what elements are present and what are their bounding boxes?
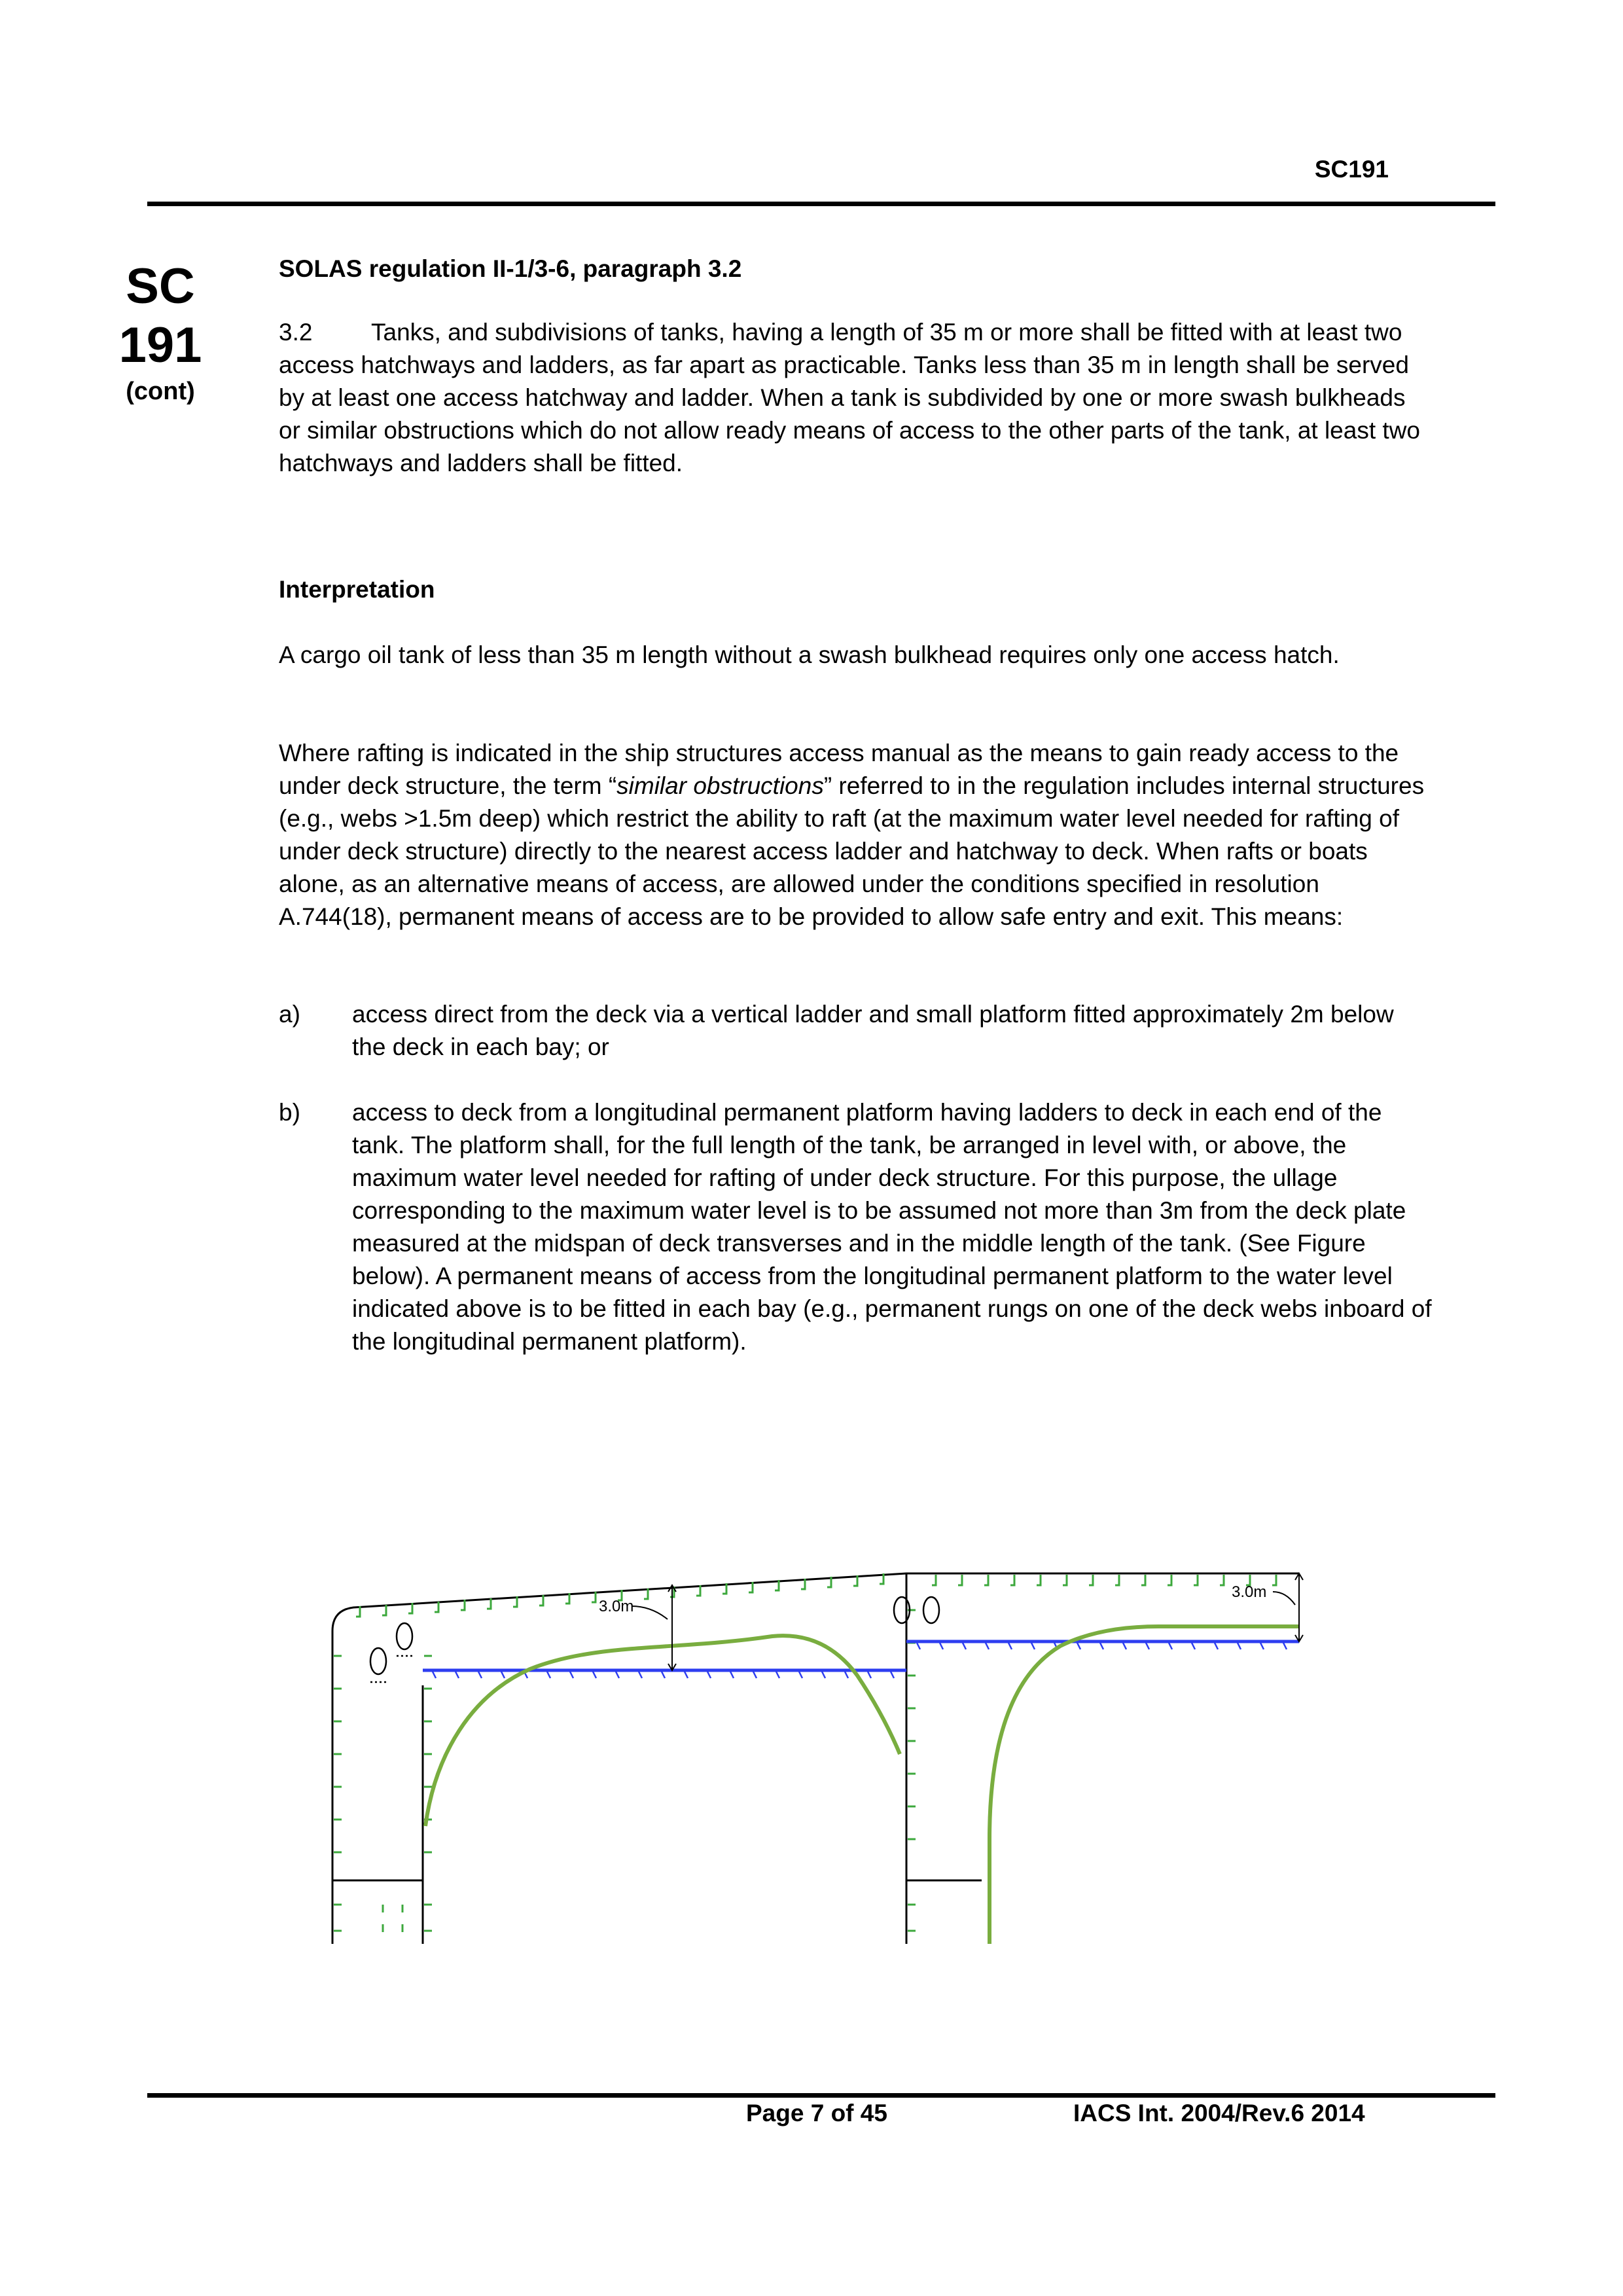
interpretation-paragraph-2 <box>279 737 1431 933</box>
raft-path-left-bay <box>425 1636 900 1826</box>
list-label: b) <box>279 1099 300 1126</box>
side-margin-label <box>98 257 223 408</box>
rafting-figure <box>314 1558 1335 1967</box>
interpretation-paragraph-1: A cargo oil tank of less than 35 m length without a swash bulkhead requires only one access hatch. <box>279 641 1340 668</box>
dimension-markers <box>632 1573 1303 1670</box>
p2-italic: similar obstructions <box>616 772 824 799</box>
p2-before: Where rafting is indicated in the ship structures access manual as the means to gain ready access to the under deck structure, the term “ <box>279 740 1399 799</box>
side-sc: SC <box>126 259 195 314</box>
dimension-label-right: 3.0m <box>1232 1583 1267 1601</box>
dimension-label-left: 3.0m <box>599 1598 634 1615</box>
side-cont: (cont) <box>126 378 195 405</box>
hull-structure <box>332 1573 1299 1944</box>
interpretation-heading: Interpretation <box>279 576 435 603</box>
raft-path-right-bay <box>990 1626 1299 1944</box>
page-number: Page 7 of 45 <box>746 2100 887 2126</box>
regulation-heading: SOLAS regulation II-1/3-6, paragraph 3.2 <box>279 255 742 282</box>
p2-after: ” referred to in the regulation includes internal structures (e.g., webs >1.5m deep) which restrict the ability to raft (at the maximum water level needed for rafting of under deck structure) directly to the nearest access ladder and hatchway to deck. When rafts or boats alone, as an alternative means of access, are allowed under the conditions specified in resolution A.744(18), permanent means of access are to be provided to allow safe entry and exit. This means: <box>279 772 1425 930</box>
water-levels <box>423 1641 1299 1670</box>
document-code: SC191 <box>1314 156 1389 183</box>
deck-line <box>332 1573 1299 1944</box>
paragraph-number: 3.2 <box>279 319 313 346</box>
regulation-paragraph <box>279 316 1431 480</box>
list-text: access to deck from a longitudinal permanent platform having ladders to deck in each end of the tank. The platform shall, for the full length of the tank, be arranged in level with, or above, the maximum water level needed for rafting of under deck structure. For this purpose, the ullage corresponding to the maximum water level is to be assumed not more than 3m from the deck plate measured at the midspan of deck transverses and in the middle length of the tank. (See Figure below). A permanent means of access from the longitudinal permanent platform to the water level indicated above is to be fitted in each bay (e.g., permanent rungs on one of the deck webs inboard of the longitudinal permanent platform). <box>352 1099 1432 1355</box>
header-rule <box>147 202 1495 206</box>
list-text: access direct from the deck via a vertical ladder and small platform fitted approximately 2m below the deck in each bay; or <box>352 1001 1394 1060</box>
document-reference: IACS Int. 2004/Rev.6 2014 <box>1073 2100 1365 2126</box>
paragraph-text: Tanks, and subdivisions of tanks, having a length of 35 m or more shall be fitted with at least two access hatchways and ladders, as far apart as practicable. Tanks less than 35 m in length shall be served by at least one access hatchway and ladder. When a tank is subdivided by one or more swash bulkheads or similar obstructions which do not allow ready means of access to the other parts of the tank, at least two hatchways and ladders shall be fitted. <box>279 319 1420 476</box>
side-number: 191 <box>118 317 202 373</box>
list-label: a) <box>279 1001 300 1028</box>
raft-path <box>425 1626 1299 1944</box>
